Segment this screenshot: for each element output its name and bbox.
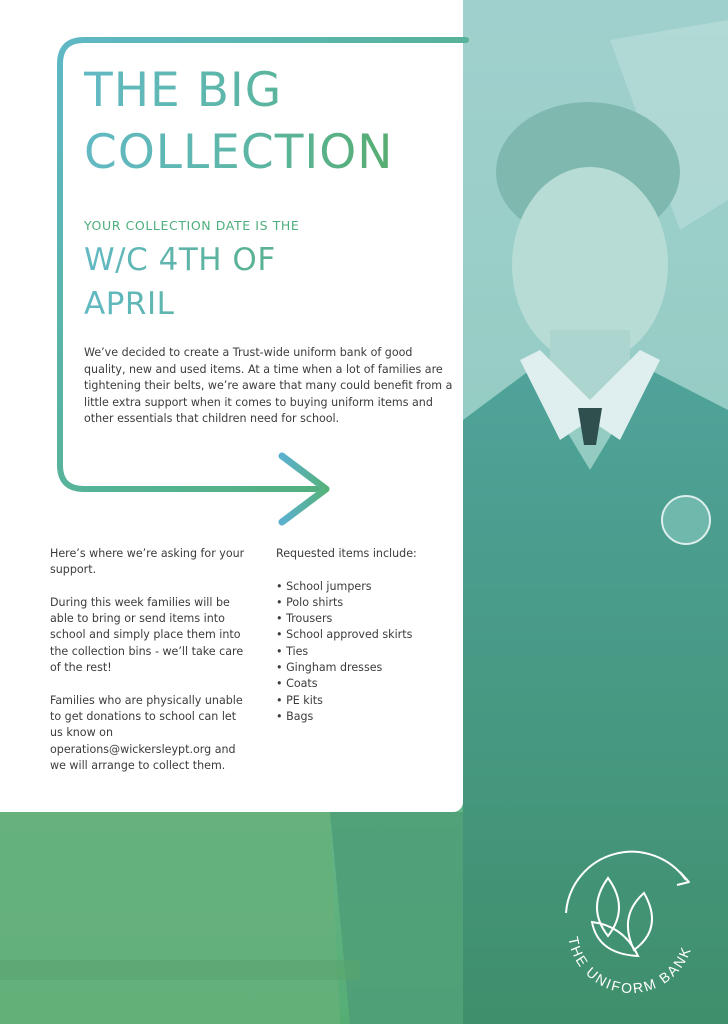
support-paragraph-2: During this week families will be able to bring or send items into school and simply place them into the collection bins - we’ll take care of the rest!: [50, 595, 244, 675]
support-column: [50, 546, 250, 790]
list-item: • Gingham dresses: [276, 660, 451, 676]
list-item: • Polo shirts: [276, 595, 451, 611]
list-item: • Coats: [276, 676, 451, 692]
list-item: • School approved skirts: [276, 627, 451, 643]
title-line-2: COLLECTION: [84, 125, 394, 180]
list-item: • Bags: [276, 709, 451, 725]
requested-items-column: [276, 546, 451, 725]
collection-date-label: YOUR COLLECTION DATE IS THE: [84, 218, 300, 233]
date-line-1: W/C 4TH OF: [84, 242, 276, 278]
list-item: • PE kits: [276, 693, 451, 709]
uniform-bank-logo: [546, 838, 716, 1008]
page-title: [84, 60, 393, 184]
collection-date: [84, 238, 384, 326]
list-item: • Ties: [276, 644, 451, 660]
requested-items-heading: Requested items include:: [276, 547, 417, 560]
support-paragraph-1: Here’s where we’re asking for your support.: [50, 547, 245, 577]
svg-text:THE UNIFORM BANK: [565, 935, 694, 996]
logo-text: THE UNIFORM BANK: [565, 935, 695, 997]
requested-items-list: [276, 579, 451, 726]
title-line-1: THE BIG: [84, 63, 283, 118]
date-line-2: APRIL: [84, 286, 175, 322]
list-item: • School jumpers: [276, 579, 451, 595]
intro-paragraph: We’ve decided to create a Trust-wide uniform bank of good quality, new and used items. At a time when a lot of families are tightening their belts, we’re aware that many could benefit from a little extra support when it comes to buying uniform items and other essentials that children need for school.: [84, 346, 453, 426]
support-paragraph-3: Families who are physically unable to get donations to school can let us know on operations@wickersleypt.org and we will arrange to collect them.: [50, 693, 243, 772]
list-item: • Trousers: [276, 611, 451, 627]
